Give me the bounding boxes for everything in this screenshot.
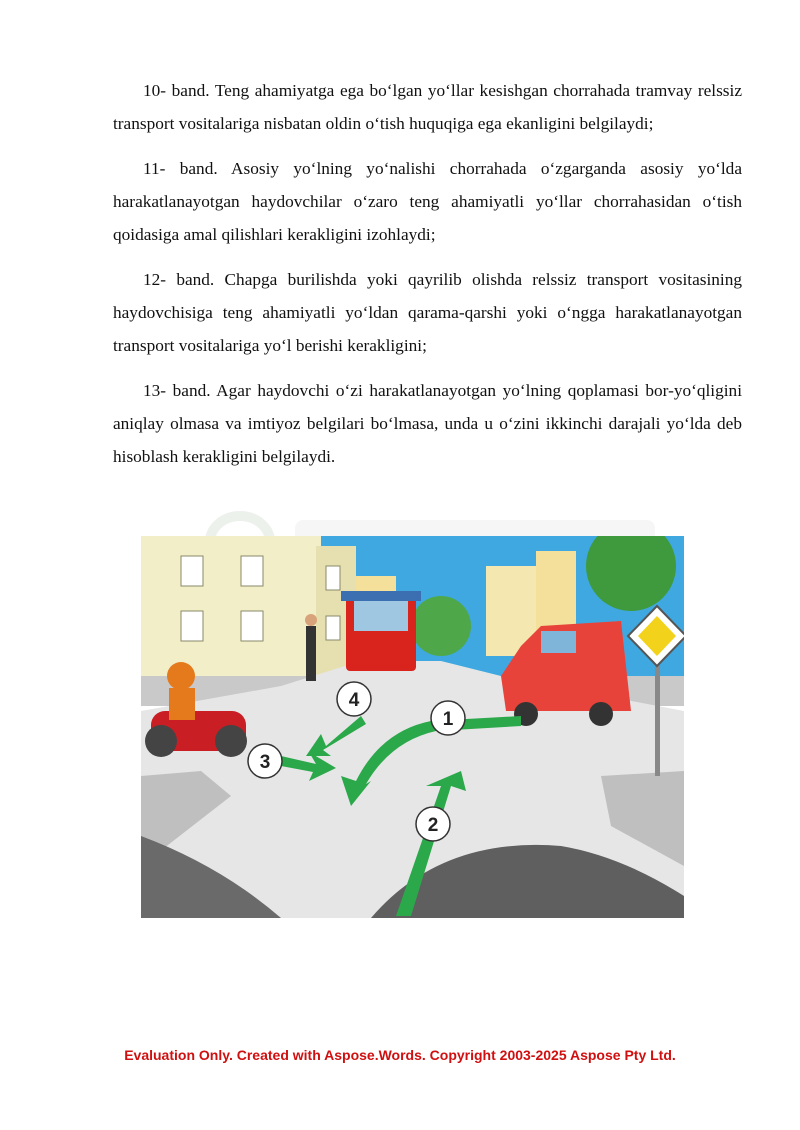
- paragraph-13: 13- band. Agar haydovchi o‘zi harakatlanayotgan yo‘lning qoplamasi bor-yo‘qligini aniqlay olmasa va imtiyoz belgilari bo‘lmasa, unda u o‘zini ikkinchi darajali yo‘lda deb hisoblash kerakligini belgilaydi.: [113, 381, 742, 466]
- paragraph-10: 10- band. Teng ahamiyatga ega bo‘lgan yo‘llar kesishgan chorrahada tramvay relssiz transport vositalariga nisbatan oldin o‘tish huquqiga ega ekanligini belgilaydi;: [113, 81, 742, 133]
- tree: [411, 596, 471, 656]
- arrow-label-1: 1: [442, 709, 454, 730]
- arrow-label-4: 4: [348, 690, 360, 711]
- paragraph-12: 12- band. Chapga burilishda yoki qayrilib olishda relssiz transport vositasining haydovchisiga teng ahamiyatli yo‘ldan qarama-qarshi yoki o‘ngga harakatlanayotgan transport vositalariga yo‘l berishi kerakligini;: [113, 270, 742, 355]
- arrow-label-2: 2: [427, 815, 439, 836]
- arrow-label-3: 3: [259, 752, 271, 773]
- left-building: [141, 536, 321, 686]
- evaluation-footer: Evaluation Only. Created with Aspose.Words. Copyright 2003-2025 Aspose Pty Ltd.: [124, 1047, 676, 1063]
- intersection-scene: [141, 536, 684, 918]
- paragraph-11: 11- band. Asosiy yo‘lning yo‘nalishi chorrahada o‘zgarganda asosiy yo‘lda harakatlanayotgan haydovchilar o‘zaro teng ahamiyatli yo‘llar chorrahasidan o‘tish qoidasiga amal qilishlari kerakligini izohlaydi;: [113, 159, 742, 244]
- pedestrian: [306, 626, 316, 681]
- text-body: [113, 74, 742, 485]
- sign-post: [655, 656, 660, 776]
- intersection-illustration: [141, 536, 684, 918]
